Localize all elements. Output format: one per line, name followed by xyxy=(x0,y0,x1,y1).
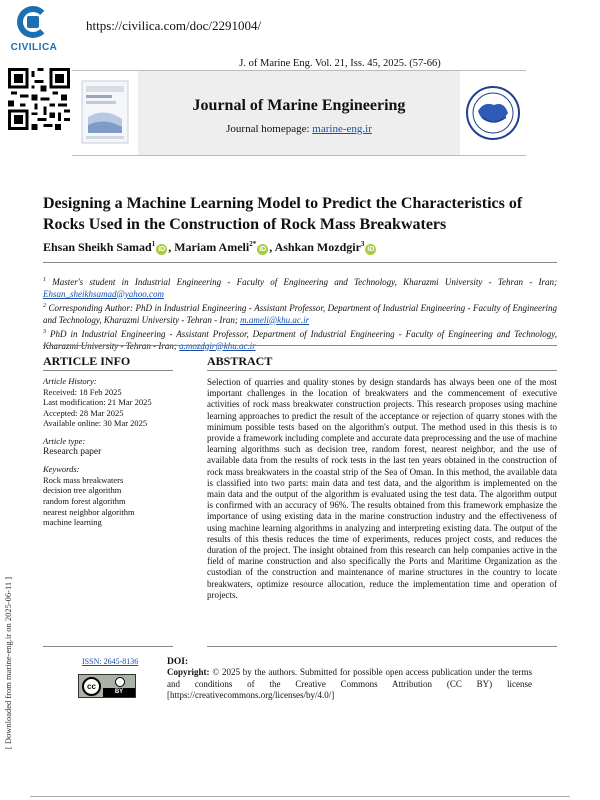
copyright-text: © 2025 by the authors. Submitted for possible open access publication under the terms and conditions of the Creative Commons Attribution (CC BY) license [https://creativecommons.org/licenses/by/4.0/] xyxy=(167,667,532,700)
orcid-icon[interactable]: iD xyxy=(367,246,375,253)
author-superscript: 1 xyxy=(151,240,156,248)
divider xyxy=(43,345,557,346)
article-type xyxy=(43,436,173,457)
journal-cover-logo xyxy=(76,77,134,149)
keywords xyxy=(43,464,173,528)
document-url[interactable]: https://civilica.com/doc/2291004/ xyxy=(86,18,262,33)
author-list: Ehsan Sheikh Samad$^1$iD , Mariam Ameli$^{2*}$iD , Ashkan Mozdgir$^3$iD xyxy=(43,240,375,254)
society-emblem-icon xyxy=(464,83,522,143)
issn-link[interactable]: ISSN: 2645-8136 xyxy=(82,657,139,666)
affiliations xyxy=(43,275,557,353)
attribution-person-icon xyxy=(115,677,125,687)
download-stamp xyxy=(1,576,15,750)
download-stamp-text: [ Downloaded from marine-eng.ir on 2025-06-11 ] xyxy=(3,576,13,750)
article-type-label: Article type: xyxy=(43,435,86,446)
divider xyxy=(43,370,173,371)
divider xyxy=(43,646,173,647)
journal-homepage-link[interactable]: marine-eng.ir xyxy=(312,123,372,135)
journal-title: Journal of Marine Engineering xyxy=(192,97,406,114)
divider xyxy=(207,370,557,371)
author-name: Ashkan Mozdgir xyxy=(274,240,361,254)
affiliation xyxy=(43,275,557,300)
keyword: machine learning xyxy=(43,517,102,528)
keyword: Rock mass breakwaters xyxy=(43,474,124,485)
keyword: decision tree algorithm xyxy=(43,485,122,496)
affiliation-number: 1 xyxy=(43,277,46,283)
copyright-notice xyxy=(167,667,532,702)
affiliation-text: Corresponding Author: PhD in Industrial Engineering - Assistant Professor, Department of Industrial Engineering - Faculty of Engineering and Technology, Kharazmi University - Tehran - Iran; xyxy=(43,303,557,325)
abstract-heading: ABSTRACT xyxy=(207,354,273,368)
affiliation-number: 3 xyxy=(43,329,46,335)
journal-citation: J. of Marine Eng. Vol. 21, Iss. 45, 2025. (57-66) xyxy=(239,58,441,69)
author-superscript: 2* xyxy=(249,240,257,248)
journal-homepage xyxy=(138,123,460,135)
doi-label: DOI: xyxy=(167,657,189,667)
affiliation-text: PhD in Industrial Engineering - Assistant Professor, Department of Industrial Engineering - Faculty of Engineering and Technology, xyxy=(49,329,557,339)
qr-code-icon[interactable] xyxy=(8,68,70,130)
cc-by-license-badge[interactable] xyxy=(78,674,136,698)
journal-homepage-label: Journal homepage: xyxy=(226,123,313,135)
author-name: Ehsan Sheikh Samad xyxy=(43,240,152,254)
history-modified: Last modification: 21 Mar 2025 xyxy=(43,397,152,408)
orcid-icon[interactable]: iD xyxy=(158,246,166,253)
journal-banner xyxy=(72,70,526,156)
affiliation xyxy=(43,301,557,326)
divider xyxy=(207,646,557,647)
abstract-text: Selection of quarries and quality stones by design standards has always been one of the most important challenges in the location of breakwaters and the commencement of executive activities of rock mass breakwater construction projects. This research proposes using machine learning approaches to predict the result of the acceptance or rejection of quarry stones with the minimum possible tests based on the algorithm's output. The method used in this thesis is to provide a framework including complete and accurate data preprocessing and the use of machine learning algorithms such as decision tree, random forest, nearest neighbor, and the use of available data from the results of rock tests in the last ten years obtained in the construction of rock mass breakwaters in the coastal strip of the Sea of Oman. In this method, the available data is classified into two parts: main data and test data, and the algorithm is implemented on the main data and the output of the algorithm is evaluated using the test data. The algorithm output is confirmed with an accuracy of 96%. The results obtained from this framework emphasize the importance of using existing data in the marine construction industry and the effectiveness of using machine learning algorithms in analyzing and interpreting existing data. The output of the results of this thesis reduces the time of experiments, reduces project costs, and reduces the duration of the project. The insight obtained from this research can help companies active in the field of marine construction and also specifically the Ports and Maritime Organization as the custodian of the construction and maintenance of marine structures in the country to locate breakwaters, optimize resource allocation, reduce the implementation time and operation of projects. xyxy=(207,377,557,600)
paper-title: Designing a Machine Learning Model to Predict the Characteristics of Rocks Used in the Construction of Rock Mass Breakwaters xyxy=(43,195,523,233)
article-type-value: Research paper xyxy=(43,446,102,457)
affiliation-email-link[interactable]: m.ameli@khu.ac.ir xyxy=(240,314,310,325)
page-bottom-rule xyxy=(30,796,570,797)
author-superscript: 3 xyxy=(360,240,365,248)
keyword: random forest algorithm xyxy=(43,495,126,506)
cc-icon: cc xyxy=(82,677,101,696)
affiliation-text: Master's student in Industrial Engineering - Faculty of Engineering and Technology, Kharazmi University - Tehran - Iran; xyxy=(46,277,557,287)
civilica-core-icon xyxy=(27,16,39,28)
keywords-label: Keywords: xyxy=(43,464,80,475)
divider xyxy=(43,262,557,263)
affiliation-number: 2 xyxy=(43,303,46,309)
civilica-logo-text: CIVILICA xyxy=(10,42,58,53)
article-info xyxy=(43,376,173,535)
cc-by-label: BY xyxy=(103,688,135,697)
keyword: nearest neighbor algorithm xyxy=(43,506,135,517)
affiliation xyxy=(43,327,557,352)
history-accepted: Accepted: 28 Mar 2025 xyxy=(43,407,124,418)
article-history-label: Article History: xyxy=(43,376,97,386)
orcid-icon[interactable]: iD xyxy=(259,246,267,253)
article-history xyxy=(43,376,173,429)
copyright-label: Copyright: xyxy=(167,667,210,677)
author-name: Mariam Ameli xyxy=(174,240,250,254)
civilica-logo[interactable] xyxy=(6,6,62,56)
history-received: Received: 18 Feb 2025 xyxy=(43,386,122,397)
history-online: Available online: 30 Mar 2025 xyxy=(43,418,148,429)
article-info-heading: ARTICLE INFO xyxy=(43,354,131,368)
affiliation-email-link[interactable]: Ehsan_sheikhsamad@yahoo.com xyxy=(43,288,165,299)
